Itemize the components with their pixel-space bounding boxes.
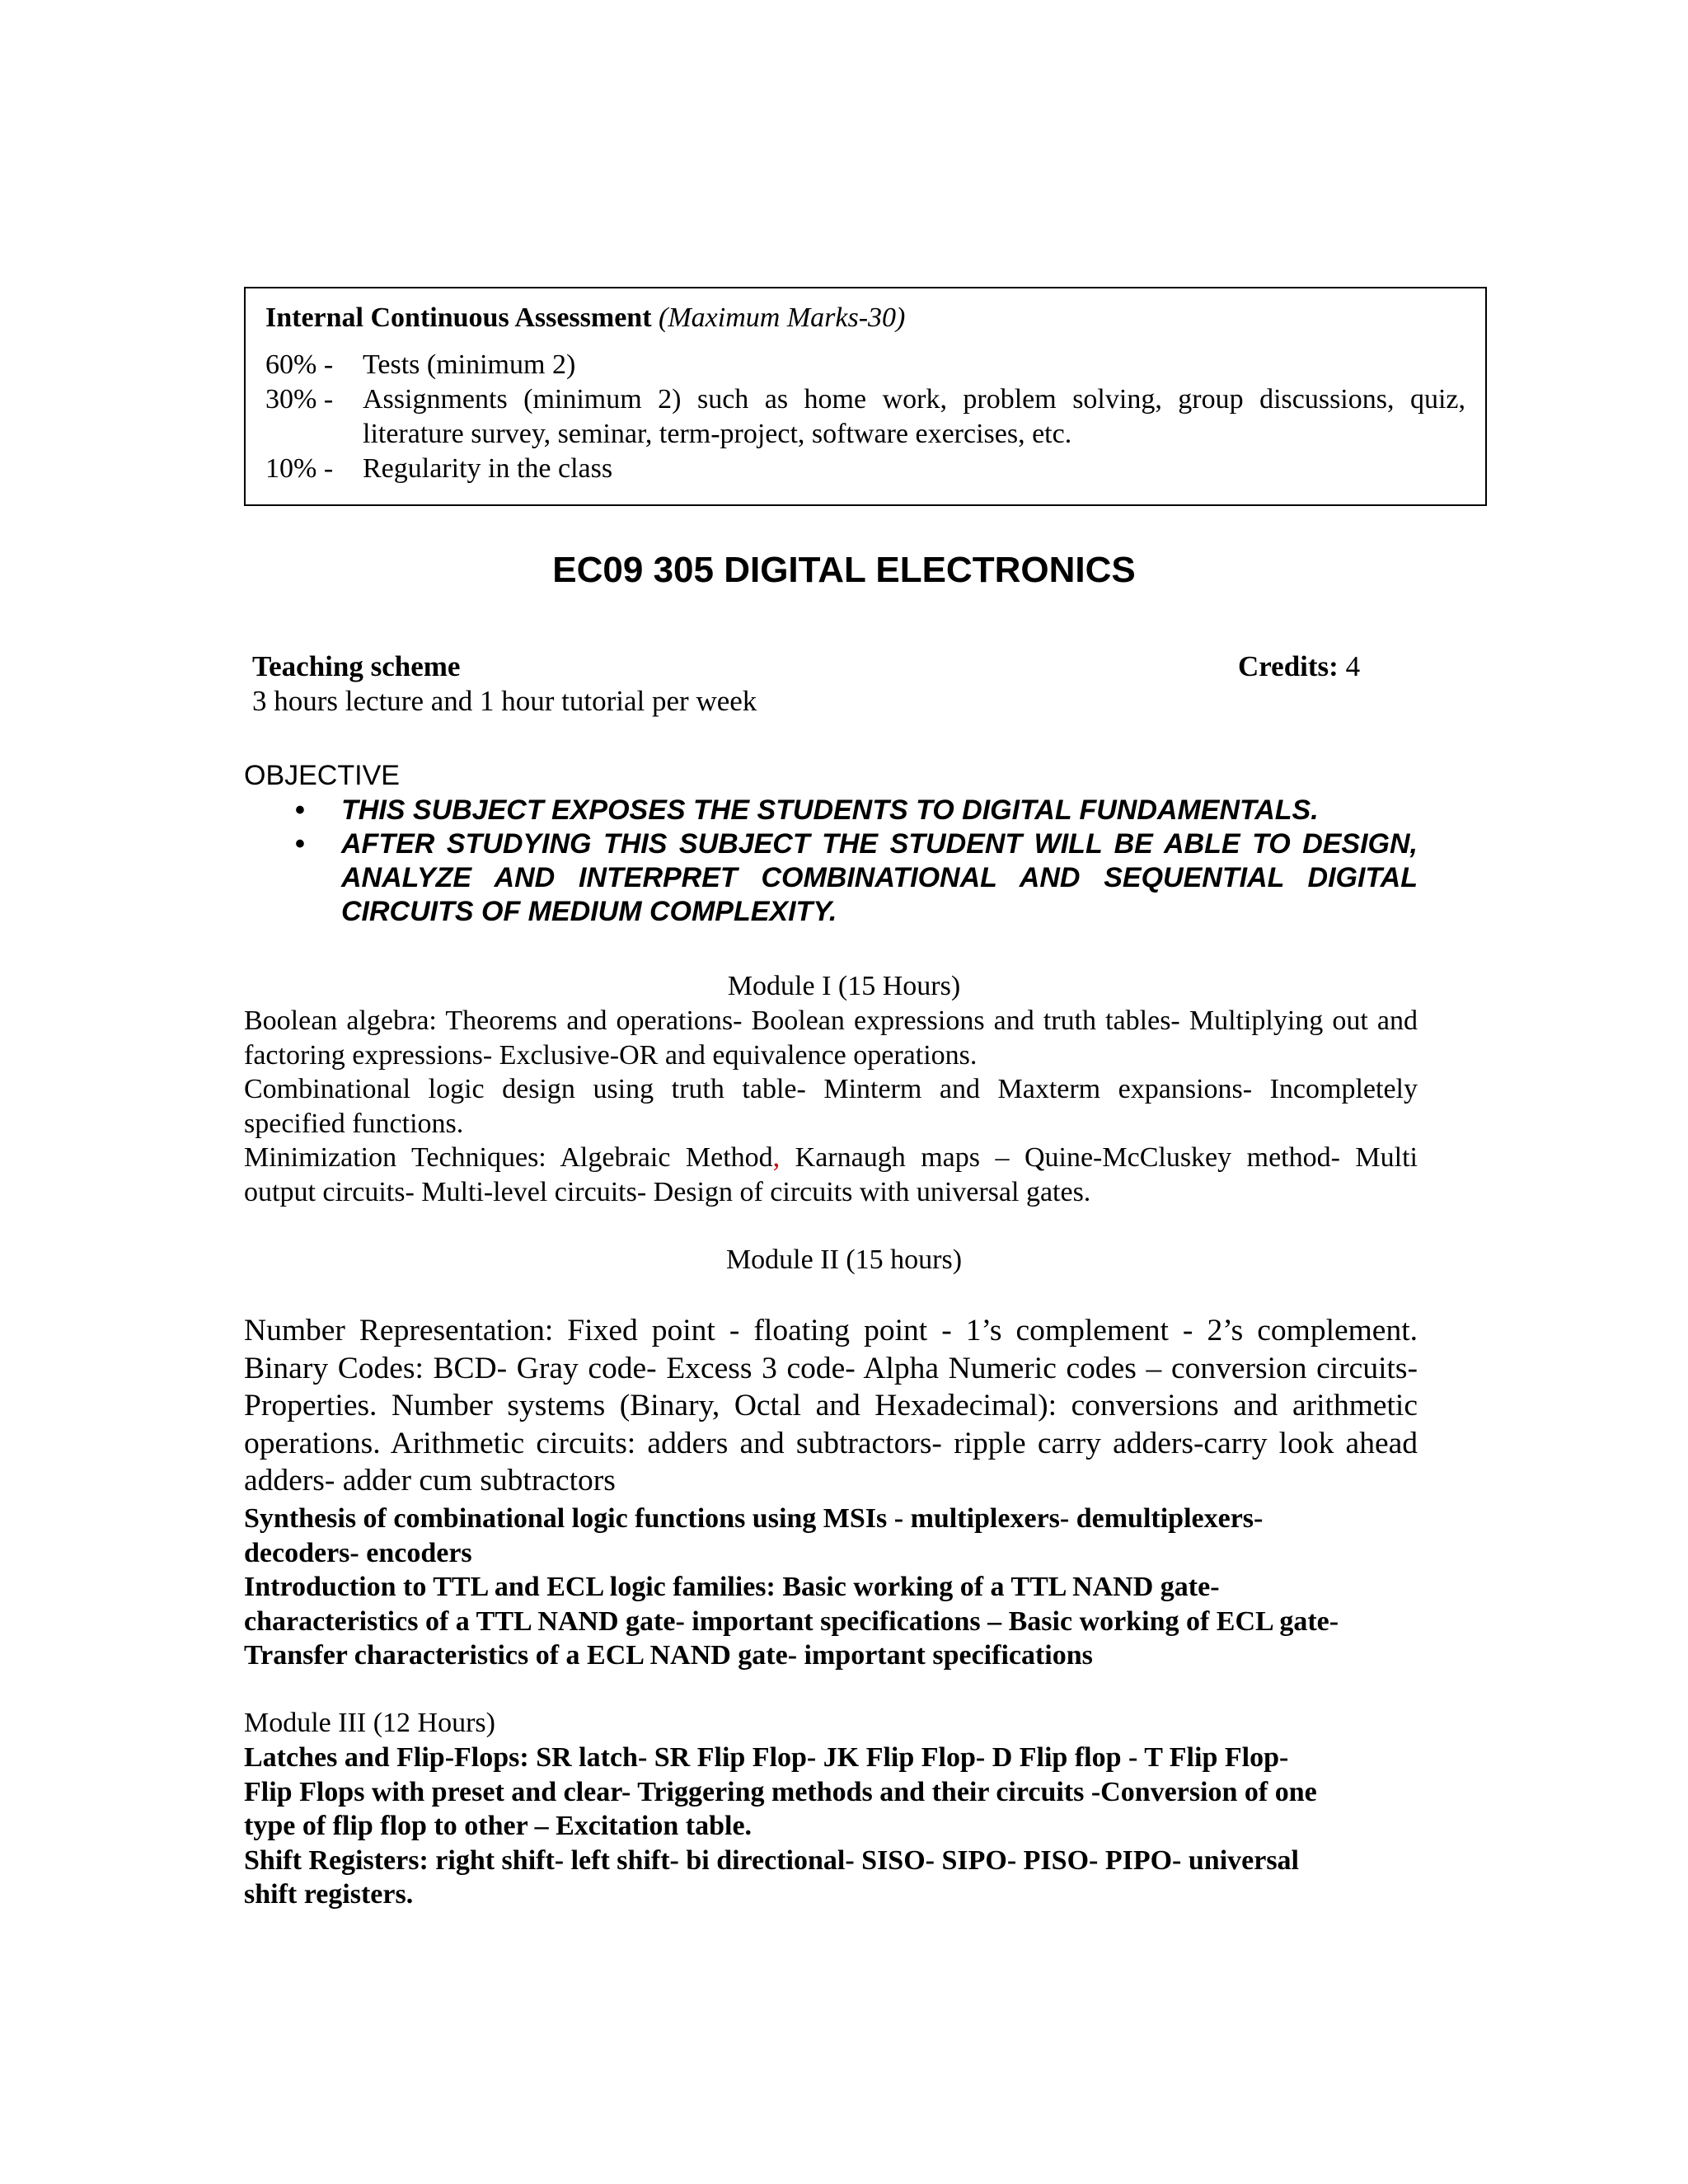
objective-item <box>244 827 1418 929</box>
credits-label: Credits: <box>1238 650 1339 682</box>
objective-text: THIS SUBJECT EXPOSES THE STUDENTS TO DIGITAL FUNDAMENTALS. <box>341 794 1319 826</box>
assessment-item <box>265 382 1465 452</box>
bullet-icon: • <box>295 828 305 860</box>
credits <box>1238 649 1360 684</box>
objective-list <box>244 794 1418 929</box>
objective-heading: OBJECTIVE <box>244 760 400 791</box>
assessment-item <box>265 452 1465 486</box>
assessment-item <box>265 348 1465 382</box>
module-3-line: Latches and Flip-Flops: SR latch- SR Flip Flop- JK Flip Flop- D Flip flop - T Flip Flop- <box>244 1742 1289 1773</box>
assessment-title-bold: Internal Continuous Assessment <box>265 302 652 333</box>
module-3-line: Shift Registers: right shift- left shift- bi directional- SISO- SIPO- PISO- PIPO- universal <box>244 1844 1299 1876</box>
module-3-line: Flip Flops with preset and clear- Triggering methods and their circuits -Conversion of one <box>244 1776 1317 1807</box>
module-2-msi <box>244 1502 1418 1673</box>
credits-value: 4 <box>1345 650 1361 682</box>
module-1-para: Boolean algebra: Theorems and operations- Boolean expressions and truth tables- Multiplying out and factoring expressions- Exclusive-OR and equivalence operations. <box>244 1005 1418 1071</box>
module-3-heading: Module III (12 Hours) <box>244 1708 495 1738</box>
module-1-para-part: Karnaugh maps – Quine-McCluskey method- Multi output circuits- Multi-level circuits- Design of circuits with universal gates. <box>244 1142 1418 1207</box>
module-1-content <box>244 1004 1418 1209</box>
module-2-line: Introduction to TTL and ECL logic families: Basic working of a TTL NAND gate- <box>244 1572 1220 1602</box>
module-1-para <box>244 1141 1418 1209</box>
module-2-line: decoders- encoders <box>244 1537 472 1568</box>
teaching-scheme-row <box>252 649 1365 684</box>
assessment-text: Regularity in the class <box>363 453 613 484</box>
assessment-title-italic: (Maximum Marks-30) <box>659 302 906 333</box>
assessment-percent: 60% - <box>265 349 334 380</box>
module-2-heading: Module II (15 hours) <box>725 1244 963 1275</box>
assessment-title <box>265 300 1465 336</box>
assessment-text: Assignments (minimum 2) such as home work, problem solving, group discussions, quiz, literature survey, seminar, term-project, software exercises, etc. <box>363 384 1465 449</box>
teaching-scheme-detail: 3 hours lecture and 1 hour tutorial per week <box>252 685 757 717</box>
spelling-mark: , <box>772 1142 781 1173</box>
module-2-para: Number Representation: Fixed point - floating point - 1’s complement - 2’s complement. Binary Codes: BCD- Gray code- Excess 3 code- Alpha Numeric codes – conversion circuits- Properties. Number systems (Binary, Octal and Hexadecimal): conversions and arithmetic operations. Arithmetic circuits: adders and subtractors- ripple carry adders-carry look ahead adders- adder cum subtractors <box>244 1314 1418 1497</box>
bullet-icon: • <box>295 794 305 826</box>
objective-text: AFTER STUDYING THIS SUBJECT THE STUDENT WILL BE ABLE TO DESIGN, ANALYZE AND INTERPRET COMBINATIONAL AND SEQUENTIAL DIGITAL CIRCUITS OF MEDIUM COMPLEXITY. <box>341 828 1418 927</box>
assessment-percent: 30% - <box>265 384 334 415</box>
module-1-heading: Module I (15 Hours) <box>727 971 961 1001</box>
assessment-percent: 10% - <box>265 453 334 484</box>
module-2-line: Synthesis of combinational logic functions using MSIs - multiplexers- demultiplexers- <box>244 1503 1264 1534</box>
module-3-line: shift registers. <box>244 1879 414 1910</box>
module-2-line: characteristics of a TTL NAND gate- important specifications – Basic working of ECL gate- <box>244 1605 1339 1637</box>
course-title: EC09 305 DIGITAL ELECTRONICS <box>552 550 1136 590</box>
assessment-text: Tests (minimum 2) <box>363 349 576 380</box>
module-2-line: Transfer characteristics of a ECL NAND gate- important specifications <box>244 1640 1093 1671</box>
objective-item <box>244 794 1418 827</box>
assessment-box <box>244 287 1487 506</box>
module-1-para: Combinational logic design using truth table- Minterm and Maxterm expansions- Incompletely specified functions. <box>244 1074 1418 1139</box>
module-1-para-part: Minimization Techniques: Algebraic Method <box>244 1142 773 1173</box>
module-3-line: type of flip flop to other – Excitation table. <box>244 1811 753 1841</box>
module-3-content <box>244 1741 1418 1912</box>
teaching-scheme-label: Teaching scheme <box>252 650 461 682</box>
